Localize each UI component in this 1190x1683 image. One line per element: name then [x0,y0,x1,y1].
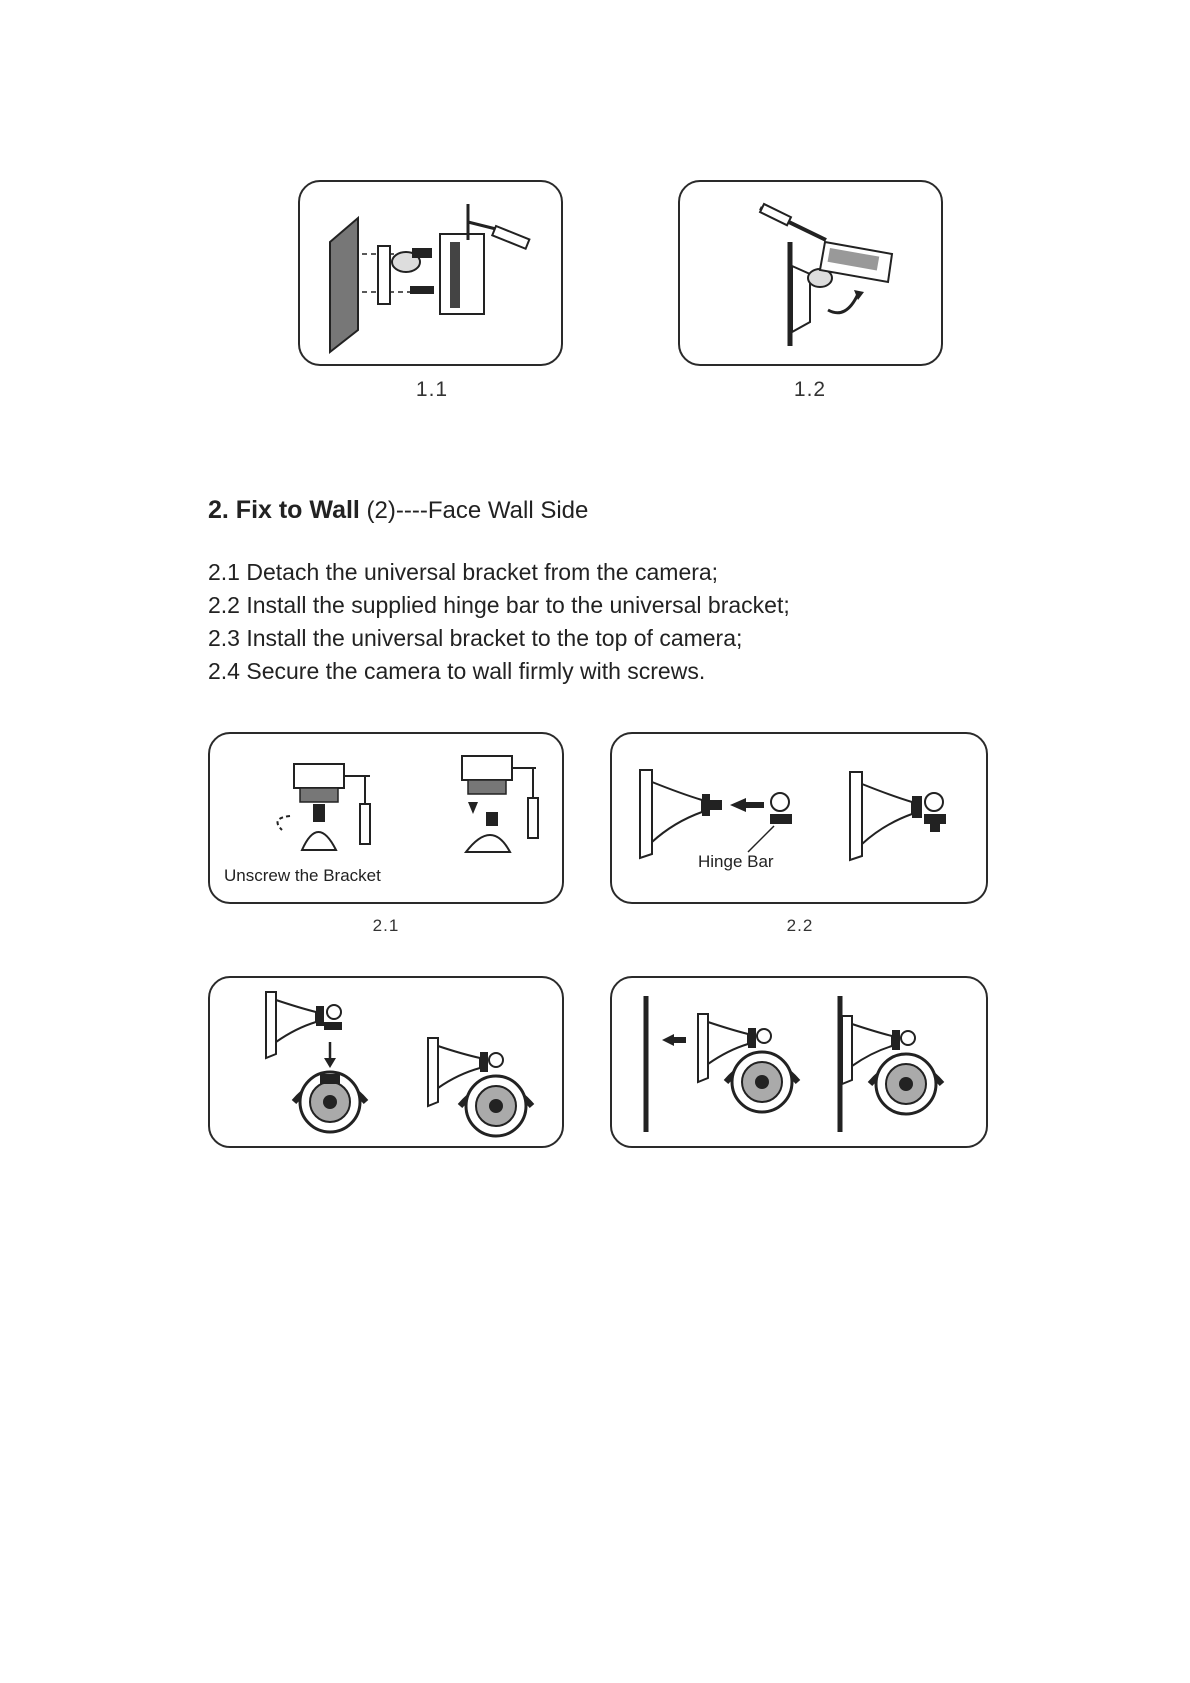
figure-caption: 1.1 [415,378,449,401]
figure-2-3 [208,976,564,1148]
section-subtitle: (2)----Face Wall Side [366,497,589,524]
secure-to-wall-illustration [612,978,988,1148]
step-item: 2.3 Install the universal bracket to the top of camera; [208,625,743,651]
hinge-bar-label: Hinge Bar [698,852,774,871]
figure-caption: 2.2 [786,916,814,935]
figure-2-2 [610,732,988,904]
section-heading [208,496,588,525]
figure-caption: 1.2 [793,378,827,401]
step-item: 2.2 Install the supplied hinge bar to the universal bracket; [208,592,790,618]
figure-1-1 [298,180,563,366]
camera-mounted-illustration [680,182,943,366]
bracket-to-camera-top-illustration [210,978,564,1148]
unscrew-label: Unscrew the Bracket [224,866,381,885]
figure-2-1 [208,732,564,904]
figure-1-2 [678,180,943,366]
step-item: 2.1 Detach the universal bracket from the camera; [208,559,719,585]
wall-mount-screws-illustration [300,182,563,366]
section-title: 2. Fix to Wall [208,496,360,524]
steps-list [208,556,790,688]
step-item: 2.4 Secure the camera to wall firmly with screws. [208,658,706,684]
hinge-bar-illustration [612,734,988,904]
figure-caption: 2.1 [372,916,400,935]
figure-2-4 [610,976,988,1148]
